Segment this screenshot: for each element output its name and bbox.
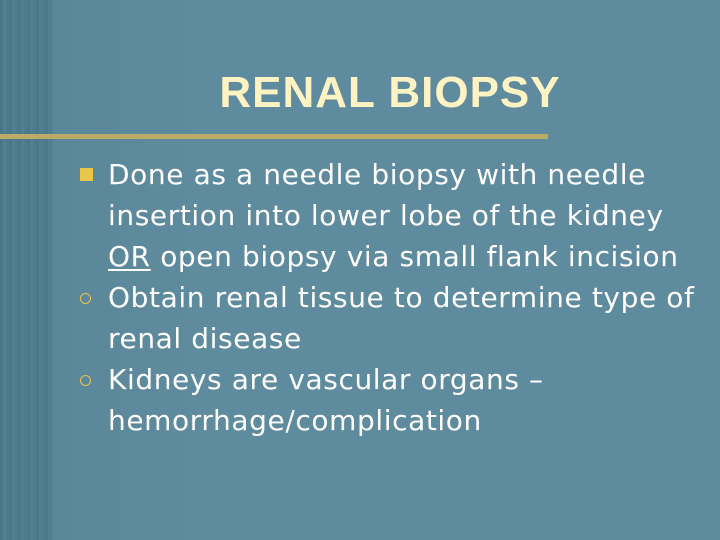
square-bullet-icon <box>80 168 93 181</box>
bullet-2-text: Obtain renal tissue to determine type of renal disease <box>108 281 695 355</box>
bullet-3-text: Kidneys are vascular organs – hemorrhage/complication <box>108 363 544 437</box>
slide-title: RENAL BIOPSY <box>219 68 561 117</box>
bullet-item-3 <box>78 359 708 441</box>
circle-bullet-icon <box>80 293 91 304</box>
circle-bullet-icon <box>80 375 91 386</box>
bullet-1-text-before: Done as a needle biopsy with needle insertion into lower lobe of the kidney <box>108 158 664 232</box>
title-underline-rule <box>0 134 548 139</box>
bullet-item-2 <box>78 277 708 359</box>
bullet-item-1 <box>78 154 708 277</box>
bullet-1-underlined-or: OR <box>108 240 151 273</box>
bullet-list <box>78 154 708 441</box>
bullet-1-text-after: open biopsy via small flank incision <box>150 240 679 273</box>
